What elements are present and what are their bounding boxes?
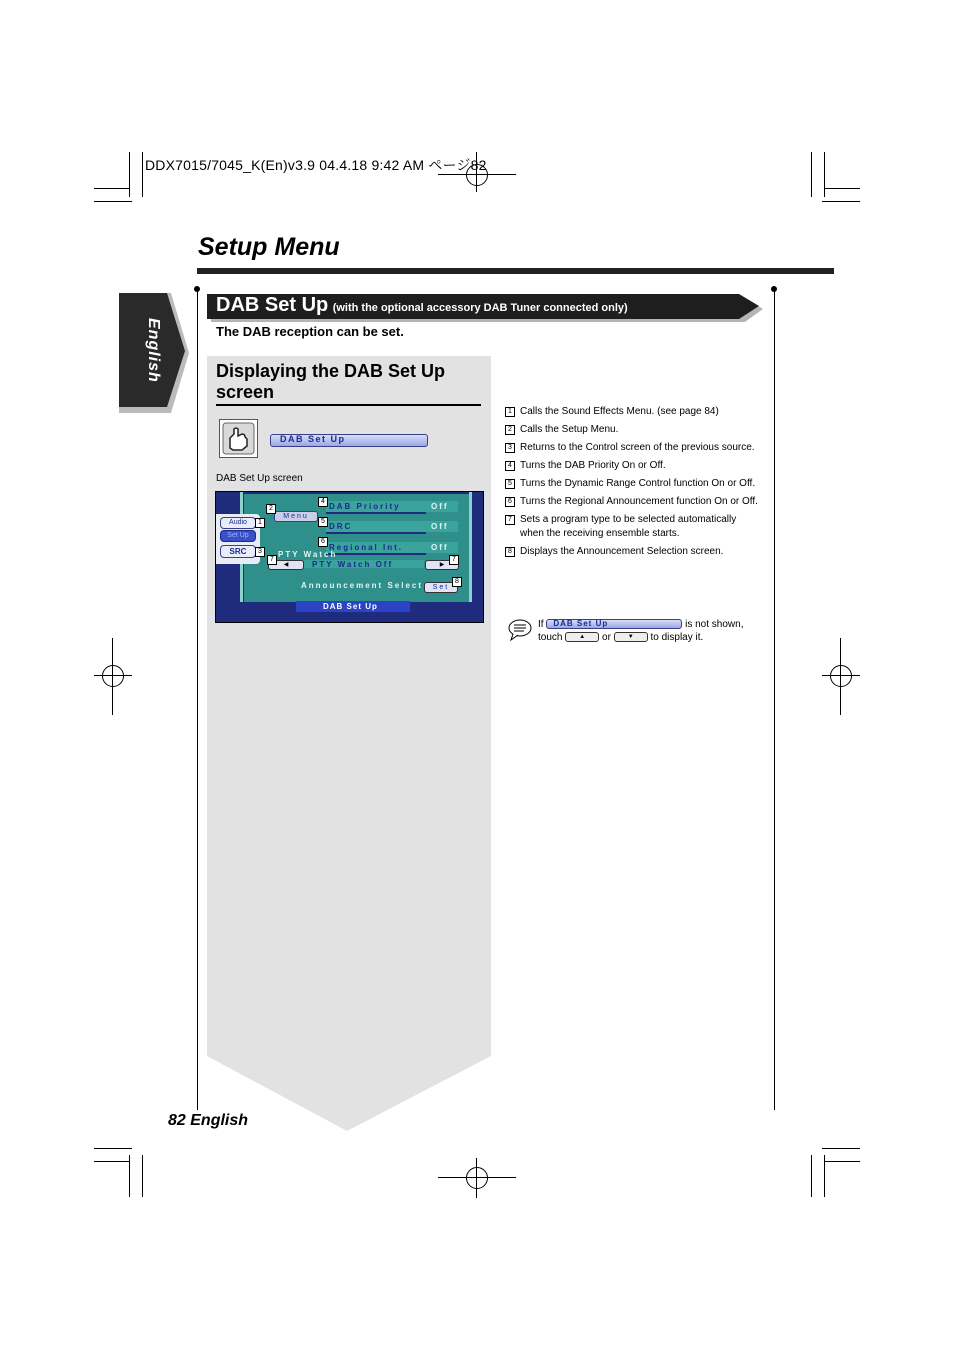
item-text: Calls the Sound Effects Menu. (see page 84) — [520, 406, 719, 417]
section-subtitle: (with the optional accessory DAB Tuner connected only) — [332, 302, 628, 314]
note — [505, 618, 760, 644]
pty-next-button[interactable]: ▶ — [425, 560, 459, 570]
list-item — [505, 459, 760, 473]
side-tab-label: English — [145, 318, 162, 383]
announcement-set-button[interactable]: Set — [424, 582, 458, 593]
callout-number: 8 — [452, 577, 462, 587]
item-number: 8 — [505, 547, 515, 557]
set-up-button[interactable]: Set Up — [220, 530, 256, 542]
crop-mark — [94, 1148, 132, 1149]
pty-value: PTY Watch Off — [312, 560, 394, 569]
margin-dot — [194, 286, 200, 292]
section-title-main: DAB Set Up — [216, 294, 329, 316]
callout-number: 7 — [267, 555, 277, 565]
list-item — [505, 405, 760, 419]
note-if: If — [538, 619, 544, 630]
margin-line — [197, 290, 198, 1110]
note-is-not-shown: is not shown, — [685, 619, 744, 630]
down-key-icon: ▼ — [614, 632, 648, 642]
note-or: or — [602, 632, 611, 643]
note-dab-key — [546, 619, 682, 629]
item-number: 7 — [505, 515, 515, 525]
item-text: Turns the Regional Announcement function On or Off. — [520, 496, 758, 507]
subsection-rule — [216, 404, 481, 406]
callout-number: 4 — [318, 497, 328, 507]
registration-mark — [438, 1177, 516, 1178]
item-text: Displays the Announcement Selection screen. — [520, 546, 724, 557]
screen-footer: DAB Set Up — [323, 602, 378, 611]
menu-button[interactable]: Menu — [274, 511, 318, 522]
note-key-label: DAB Set Up — [553, 619, 609, 629]
margin-line — [774, 290, 775, 1110]
note-touch: touch — [538, 632, 563, 643]
registration-mark — [94, 675, 132, 676]
list-item — [505, 495, 760, 509]
crop-mark — [94, 1161, 130, 1162]
registration-mark — [840, 638, 841, 715]
dab-set-up-key-label: DAB Set Up — [280, 434, 346, 444]
page-title: Setup Menu — [198, 233, 340, 261]
item-number: 2 — [505, 425, 515, 435]
dab-setup-screen — [215, 491, 484, 623]
item-text: Returns to the Control screen of the previous source. — [520, 442, 755, 453]
subsection-heading: Displaying the DAB Set Up screen — [216, 361, 446, 402]
list-item — [505, 513, 760, 541]
callout-number: 7 — [449, 555, 459, 565]
crop-mark — [811, 152, 812, 197]
regional-int-value: Off — [431, 543, 449, 552]
print-header: DDX7015/7045_K(En)v3.9 04.4.18 9:42 AM ページ82 — [145, 157, 487, 173]
crop-mark — [824, 1161, 860, 1162]
item-number: 5 — [505, 479, 515, 489]
registration-mark — [476, 1158, 477, 1198]
up-key-icon: ▲ — [565, 632, 599, 642]
registration-mark — [102, 665, 124, 687]
description-list — [505, 405, 760, 563]
margin-dot — [771, 286, 777, 292]
section-intro: The DAB reception can be set. — [216, 324, 404, 339]
note-to-display: to display it. — [650, 632, 704, 643]
dab-set-up-key[interactable] — [270, 434, 428, 447]
callout-number: 2 — [266, 504, 276, 514]
item-text: Sets a program type to be selected automatically when the receiving ensemble starts. — [520, 514, 737, 539]
page-footer: 82 English — [168, 1112, 249, 1129]
screen-caption: DAB Set Up screen — [216, 473, 303, 484]
list-item — [505, 441, 760, 455]
crop-mark — [94, 188, 130, 189]
item-number: 3 — [505, 443, 515, 453]
list-item — [505, 477, 760, 491]
item-text: Calls the Setup Menu. — [520, 424, 619, 435]
callout-number: 6 — [318, 537, 328, 547]
crop-mark — [824, 152, 825, 197]
registration-mark — [112, 638, 113, 715]
crop-mark — [824, 188, 860, 189]
item-number: 6 — [505, 497, 515, 507]
crop-mark — [129, 152, 130, 197]
title-rule — [197, 268, 834, 274]
registration-mark — [822, 675, 860, 676]
crop-mark — [822, 201, 860, 202]
callout-number: 3 — [255, 547, 265, 557]
drc-label: DRC — [329, 522, 353, 531]
registration-mark — [830, 665, 852, 687]
callout-number: 1 — [255, 518, 265, 528]
callout-number: 5 — [318, 517, 328, 527]
crop-mark — [94, 201, 132, 202]
screen-divider — [469, 492, 472, 602]
src-button[interactable]: SRC — [220, 545, 256, 558]
audio-button[interactable]: Audio — [220, 517, 256, 529]
list-item — [505, 423, 760, 437]
announcement-label: Announcement Select — [301, 581, 424, 590]
drc-value: Off — [431, 522, 449, 531]
pty-prev-button[interactable]: ◀ — [268, 560, 304, 570]
regional-int-label: Regional Int. — [329, 543, 403, 552]
item-number: 4 — [505, 461, 515, 471]
crop-mark — [822, 1148, 860, 1149]
crop-mark — [142, 152, 143, 197]
item-text: Turns the Dynamic Range Control function On or Off. — [520, 478, 756, 489]
crop-mark — [811, 1155, 812, 1197]
dab-priority-label: DAB Priority — [329, 502, 401, 511]
item-text: Turns the DAB Priority On or Off. — [520, 460, 666, 471]
dab-priority-value: Off — [431, 502, 449, 511]
pty-watch-title: PTY Watch — [278, 550, 338, 559]
note-icon — [507, 618, 533, 642]
registration-mark — [466, 1167, 488, 1189]
crop-mark — [142, 1155, 143, 1197]
section-title — [216, 294, 628, 317]
item-number: 1 — [505, 407, 515, 417]
touch-hand-icon — [219, 419, 258, 458]
list-item — [505, 545, 760, 559]
